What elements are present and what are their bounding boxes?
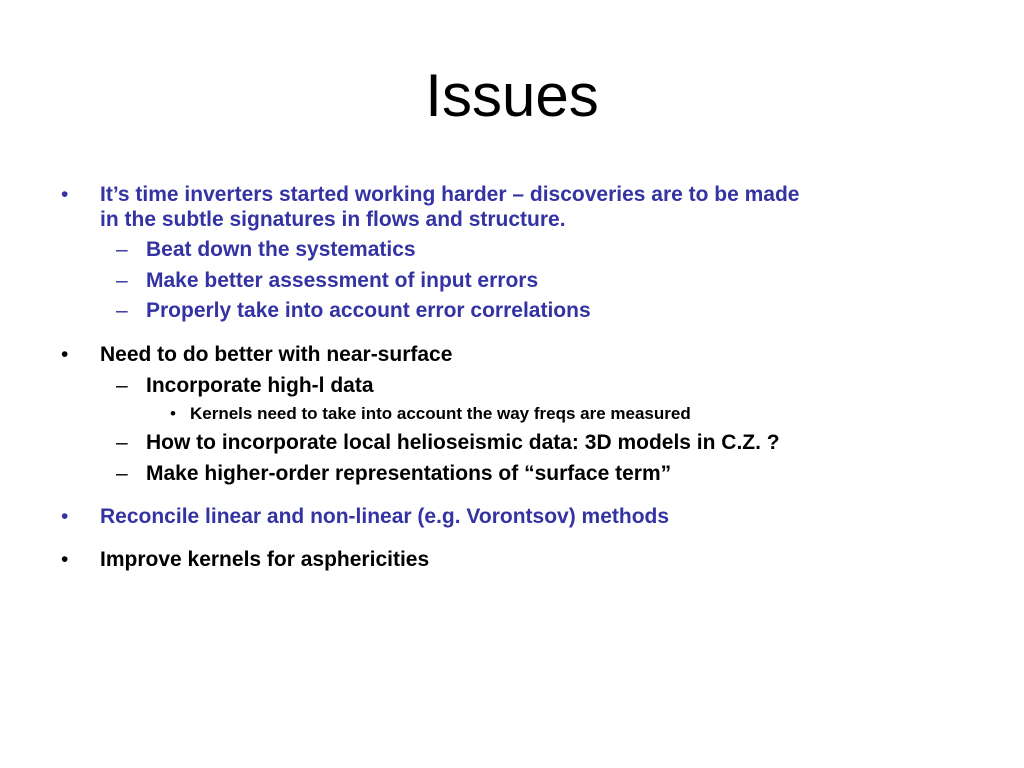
bullet-item-3: Reconcile linear and non-linear (e.g. Vorontsov) methods	[100, 505, 670, 528]
slide-title: Issues	[425, 62, 599, 129]
dash-marker: –	[116, 462, 128, 485]
dash-marker: –	[116, 374, 128, 397]
bullet-item-1-line-1: It’s time inverters started working harder – discoveries are to be made	[100, 183, 800, 206]
bullet-marker-small: •	[170, 404, 176, 423]
sub-item-2-3: Make higher-order representations of “surface term”	[146, 462, 672, 485]
bullet-marker: •	[61, 343, 69, 366]
bullet-item-4: Improve kernels for asphericities	[100, 548, 430, 571]
sub-item-2-2: How to incorporate local helioseismic data: 3D models in C.Z. ?	[146, 431, 780, 454]
sub-item-1-3: Properly take into account error correlations	[146, 299, 591, 322]
sub-item-2-1: Incorporate high-l data	[146, 374, 374, 397]
sub-item-1-2: Make better assessment of input errors	[146, 269, 539, 292]
sub-item-1-1: Beat down the systematics	[146, 238, 416, 261]
dash-marker: –	[116, 269, 128, 292]
dash-marker: –	[116, 299, 128, 322]
sub-sub-item-2-1-1: Kernels need to take into account the way freqs are measured	[190, 404, 691, 423]
bullet-marker: •	[61, 505, 69, 528]
bullet-item-2: Need to do better with near-surface	[100, 343, 453, 366]
dash-marker: –	[116, 238, 128, 261]
dash-marker: –	[116, 431, 128, 454]
bullet-marker: •	[61, 183, 69, 206]
bullet-item-1-line-2: in the subtle signatures in flows and structure.	[100, 208, 566, 231]
bullet-marker: •	[61, 548, 69, 571]
